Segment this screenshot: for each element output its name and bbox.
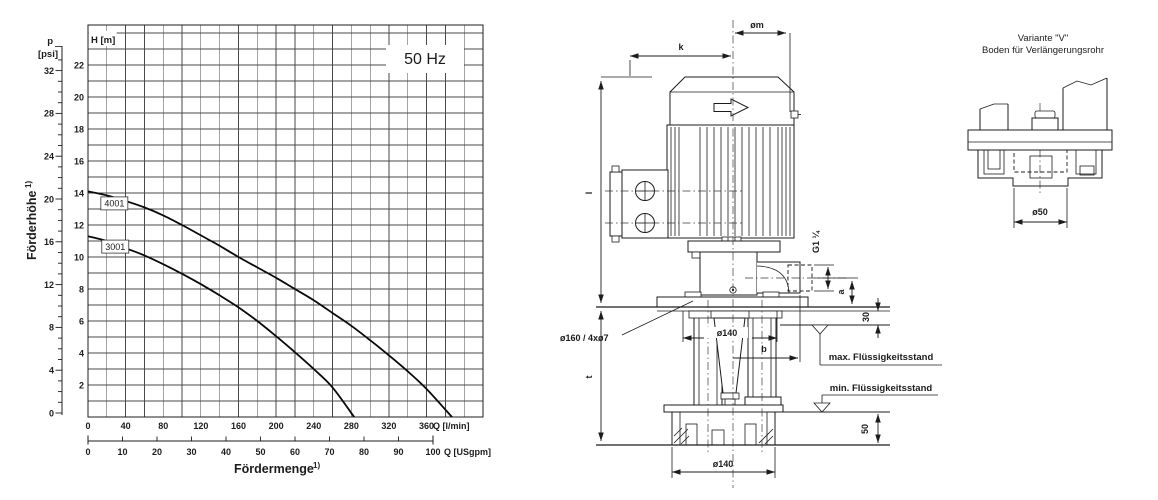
variant-cap: [1032, 118, 1058, 130]
dim-a-label: a: [836, 289, 846, 295]
y-axis-title: [24, 181, 39, 260]
cone-collar: [721, 393, 739, 399]
x-axis-unit-label: Q [l/min]: [433, 421, 470, 431]
dim-k-ext: [601, 60, 652, 77]
curve-label: 3001: [105, 241, 126, 252]
variant-cap-top: [1035, 111, 1055, 118]
tick-label: 0: [85, 421, 91, 431]
strainer-slot-left: [686, 424, 697, 445]
dim-b-label: b: [761, 344, 767, 354]
tick-label: 24: [43, 151, 54, 162]
max-level-label: max. Flüssigkeitsstand: [828, 352, 934, 363]
plot-border: [88, 25, 483, 417]
x-axis2-unit-label: Q [USgpm]: [444, 447, 491, 457]
base-plate: [664, 405, 783, 412]
tick-label: 20: [73, 92, 84, 103]
dim-30-label: 30: [861, 311, 871, 323]
tick-label: 10: [117, 447, 128, 457]
chart-grid: [88, 25, 483, 417]
dim-flange-dia-label: ø140: [716, 328, 738, 338]
flange-bolt-left: [685, 292, 701, 297]
motor-adapter: [688, 241, 780, 252]
base-walls: [672, 412, 775, 445]
strainer-slot-right: [745, 424, 756, 445]
variant-title-line2: Boden für Verlängerungsrohr: [982, 45, 1104, 56]
tick-label: 18: [73, 124, 84, 135]
tick-label: 28: [43, 108, 54, 119]
pump-head: [700, 252, 757, 295]
variant-extension-pipe: [1063, 78, 1107, 130]
dim-50-label: 50: [860, 423, 870, 435]
variant-left-slot: [984, 150, 1004, 174]
tick-label: 12: [73, 220, 84, 231]
dim-thread-label: G1 ¼: [811, 230, 821, 254]
tick-label: 32: [43, 65, 54, 76]
dim-t-label: t: [584, 375, 594, 379]
tick-label: 30: [186, 447, 197, 457]
dim-m-label: øm: [750, 20, 764, 30]
base-inner-walls: [680, 412, 767, 445]
frequency-label: 50 Hz: [404, 51, 446, 68]
variant-left-slot-inner: [988, 150, 1000, 169]
curve-3001: [88, 236, 354, 417]
rotation-arrow-icon: [714, 99, 748, 116]
variant-left-pipe-break: [980, 104, 1008, 109]
psi-axis-unit-label: [psi]: [37, 49, 58, 60]
variant-title-line1: Variante "V": [1017, 33, 1069, 44]
variant-dia-label: ø50: [1032, 207, 1048, 217]
tick-label: 200: [268, 421, 284, 431]
strainer-slot-center: [712, 430, 724, 445]
x-axis-title-sup: 1): [313, 461, 321, 470]
tick-label: 20: [43, 194, 54, 205]
dim-l-label: l: [584, 191, 594, 195]
tick-label: 280: [343, 421, 359, 431]
tick-label: 90: [393, 447, 404, 457]
y-axis-unit-label: H [m]: [91, 35, 116, 46]
x-axis-title-text: Fördermenge: [234, 462, 314, 476]
variant-hidden-bore: [1014, 150, 1067, 172]
motor-lug: [791, 111, 798, 118]
cone-flange: [711, 311, 749, 318]
dim-base-dia-label: ø140: [712, 459, 734, 469]
y-axis-title-sup: 1): [24, 180, 33, 188]
tick-label: 160: [230, 421, 246, 431]
min-level-symbol-icon: [814, 403, 830, 412]
variant-top-plate: [968, 130, 1112, 150]
y-axis-title-text: Förderhöhe: [25, 190, 39, 260]
tick-label: 2: [78, 380, 84, 391]
tick-label: 4: [48, 365, 54, 376]
tick-label: 120: [193, 421, 209, 431]
flange-bolt-right: [763, 292, 779, 297]
tick-label: 40: [120, 421, 131, 431]
tick-label: 80: [158, 421, 169, 431]
variant-extension-pipe-break: [1063, 78, 1107, 88]
tick-label: 320: [381, 421, 397, 431]
motor-fins: [671, 127, 790, 236]
bolt-circle-label: ø160 / 4xø7: [560, 333, 609, 343]
dim-k-label: k: [678, 42, 684, 52]
motor-body: [667, 125, 794, 238]
psi-axis-name: p: [47, 36, 53, 47]
tick-label: 360: [419, 421, 435, 431]
variant-v-drawing: [968, 33, 1112, 228]
max-level-symbol-icon: [812, 325, 828, 334]
tick-label: 14: [73, 188, 84, 199]
tick-label: 4: [78, 348, 84, 359]
tick-label: 16: [43, 237, 54, 248]
curve-label: 4001: [104, 198, 125, 209]
tick-label: 70: [324, 447, 335, 457]
tick-label: 100: [425, 447, 441, 457]
x-axis-title: [234, 461, 320, 476]
tick-label: 6: [78, 316, 84, 327]
min-level-leader: [822, 395, 938, 403]
pump-dimension-drawing: [560, 20, 942, 488]
right-column-flange: [744, 311, 782, 318]
tick-label: 20: [151, 447, 163, 457]
min-level-label: min. Flüssigkeitsstand: [829, 383, 933, 394]
tick-label: 60: [289, 447, 301, 457]
terminal-box-tab-bottom: [612, 236, 619, 242]
tick-label: 8: [78, 284, 84, 295]
variant-right-slot: [1076, 150, 1096, 174]
terminal-box-cover: [610, 172, 622, 236]
tick-label: 8: [48, 322, 54, 333]
tick-label: 0: [48, 408, 54, 419]
tick-label: 40: [220, 447, 232, 457]
tick-label: 22: [73, 60, 84, 71]
tick-label: 10: [73, 252, 84, 263]
tick-label: 240: [306, 421, 322, 431]
mounting-flange: [657, 297, 808, 307]
performance-chart: [44, 25, 483, 457]
tick-label: 50: [255, 447, 266, 457]
tick-label: 80: [358, 447, 370, 457]
tick-label: 12: [43, 279, 54, 290]
terminal-box-tab-top: [612, 166, 619, 172]
variant-center-block: [1030, 156, 1052, 178]
tick-label: 16: [73, 156, 84, 167]
tick-label: 0: [85, 447, 91, 457]
head-step: [692, 252, 700, 258]
